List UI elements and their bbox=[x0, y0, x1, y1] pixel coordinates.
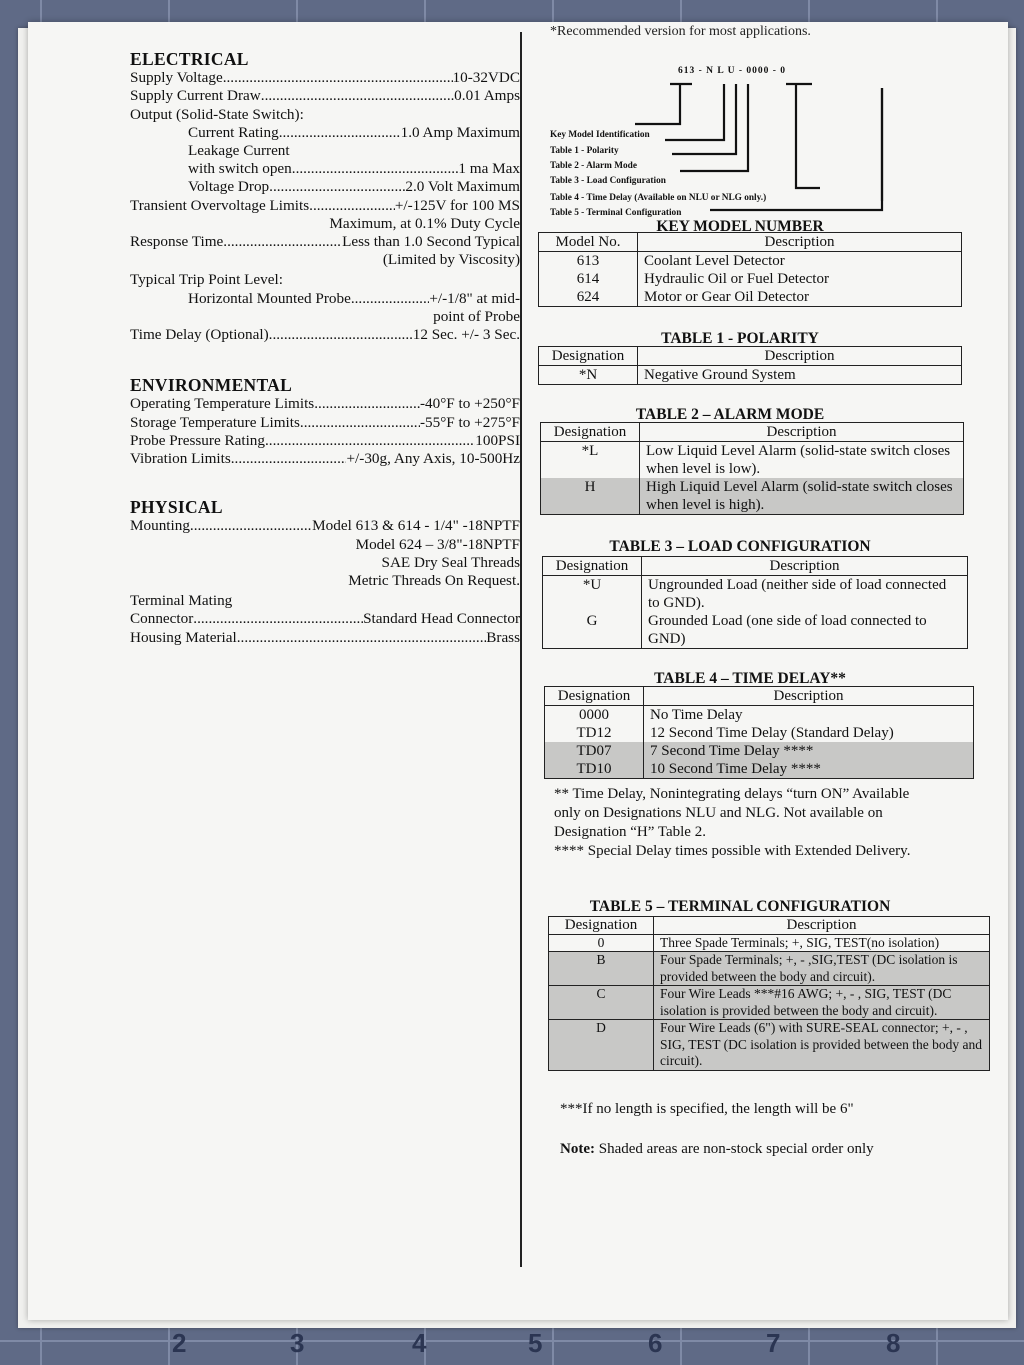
spec-row: Mounting ..... Model 613 & 614 - 1/4" -18NPTF bbox=[130, 517, 520, 535]
diagram-label: Table 2 - Alarm Mode bbox=[550, 161, 637, 171]
table-row: 613 Coolant Level Detector bbox=[539, 252, 962, 271]
table5-title: TABLE 5 – TERMINAL CONFIGURATION bbox=[589, 898, 891, 915]
left-column bbox=[130, 50, 520, 647]
spec-text: SAE Dry Seal Threads bbox=[381, 553, 520, 571]
alarm-mode-table: Designation Description *L Low Liquid Level Alarm (solid-state switch closes when level is low). H High Liquid Level Alarm (solid-state switch closes when level is high). bbox=[540, 422, 964, 515]
time-delay-table: Designation Description 0000 No Time Delay TD12 12 Second Time Delay (Standard Delay) TD07 7 Second Time Delay **** TD10 10 Second Time Delay **** bbox=[544, 686, 974, 779]
environmental-heading: ENVIRONMENTAL bbox=[130, 375, 293, 396]
spec-text: point of Probe bbox=[433, 307, 520, 325]
spec-row: Voltage Drop ..... 2.0 Volt Maximum bbox=[130, 178, 520, 196]
table-row: 614 Hydraulic Oil or Fuel Detector bbox=[539, 270, 962, 288]
table-row: TD10 10 Second Time Delay **** bbox=[545, 760, 974, 779]
length-footnote: ***If no length is specified, the length will be 6" bbox=[560, 1101, 854, 1117]
spec-text: Model 624 – 3/8"-18NPTF bbox=[355, 535, 520, 553]
column-divider bbox=[520, 32, 522, 1267]
spec-sheet bbox=[28, 22, 1008, 1320]
model-code: 613 - N L U - 0000 - 0 bbox=[678, 66, 787, 76]
polarity-table: Designation Description *N Negative Ground System bbox=[538, 346, 962, 385]
mat-number: 7 bbox=[766, 1328, 781, 1358]
table-row: *U Ungrounded Load (neither side of load connected to GND). bbox=[543, 576, 968, 613]
table-row: 0000 No Time Delay bbox=[545, 706, 974, 725]
load-configuration-table: Designation Description *U Ungrounded Load (neither side of load connected to GND). G Grounded Load (one side of load connected to GND) bbox=[542, 556, 968, 649]
spec-text: Maximum, at 0.1% Duty Cycle bbox=[329, 214, 520, 232]
spec-row: Vibration Limits ..... +/-30g, Any Axis, 10-500Hz bbox=[130, 450, 520, 468]
table-row: B Four Spade Terminals; +, - ,SIG,TEST (DC isolation is provided between the body and circuit). bbox=[549, 952, 990, 986]
mat-number: 8 bbox=[886, 1328, 901, 1358]
terminal-configuration-table: Designation Description 0 Three Spade Terminals; +, SIG, TEST(no isolation) B Four Spade Terminals; +, - ,SIG,TEST (DC isolation is provided between the body and circuit). C Four Wire Leads ***#16 AWG; +, - , SIG, TEST (DC isolation is provided between the body and circuit). D Four Wire Leads (6") with SURE-SEAL connector; +, - , SIG, TEST (DC isolation is provided between the body and circuit). bbox=[548, 916, 990, 1071]
diagram-label: Table 3 - Load Configuration bbox=[550, 176, 666, 186]
table4-title: TABLE 4 – TIME DELAY** bbox=[654, 670, 846, 687]
table-row: TD07 7 Second Time Delay **** bbox=[545, 742, 974, 760]
mat-number: 2 bbox=[172, 1328, 187, 1358]
diagram-label: Key Model Identification bbox=[550, 130, 650, 140]
spec-text: Output (Solid-State Switch): bbox=[130, 105, 304, 123]
spec-row: Housing Material ..... Brass bbox=[130, 629, 520, 647]
table-row: *N Negative Ground System bbox=[539, 366, 962, 385]
spec-row: with switch open ..... 1 ma Max bbox=[130, 160, 520, 178]
table-row: *L Low Liquid Level Alarm (solid-state switch closes when level is low). bbox=[541, 442, 964, 479]
spec-row: Connector ..... Standard Head Connector bbox=[130, 610, 520, 628]
spec-row: Current Rating ..... 1.0 Amp Maximum bbox=[130, 124, 520, 142]
spec-row: Response Time ..... Less than 1.0 Second Typical bbox=[130, 233, 520, 251]
mat-number: 6 bbox=[648, 1328, 663, 1358]
shaded-areas-note: Note: Shaded areas are non-stock special order only bbox=[560, 1141, 874, 1157]
table2-title: TABLE 2 – ALARM MODE bbox=[635, 406, 825, 423]
spec-row: Storage Temperature Limits ..... -55°F to +275°F bbox=[130, 414, 520, 432]
table-row: C Four Wire Leads ***#16 AWG; +, - , SIG, TEST (DC isolation is provided between the body and circuit). bbox=[549, 986, 990, 1020]
table-row: H High Liquid Level Alarm (solid-state switch closes when level is high). bbox=[541, 478, 964, 515]
recommended-note: *Recommended version for most applications. bbox=[550, 24, 811, 39]
table-row: G Grounded Load (one side of load connected to GND) bbox=[543, 612, 968, 649]
table-row: 624 Motor or Gear Oil Detector bbox=[539, 288, 962, 307]
mat-number: 5 bbox=[528, 1328, 543, 1358]
mat-number: 4 bbox=[412, 1328, 427, 1358]
diagram-label: Table 4 - Time Delay (Available on NLU or NLG only.) bbox=[550, 193, 767, 203]
key-model-table: Model No. Description 613 Coolant Level Detector 614 Hydraulic Oil or Fuel Detector 624 Motor or Gear Oil Detector bbox=[538, 232, 962, 307]
physical-heading: PHYSICAL bbox=[130, 497, 223, 518]
spec-row: Supply Voltage ..... 10-32VDC bbox=[130, 69, 520, 87]
table-row: D Four Wire Leads (6") with SURE-SEAL connector; +, - , SIG, TEST (DC isolation is provided between the body and circuit). bbox=[549, 1020, 990, 1071]
spec-text: Typical Trip Point Level: bbox=[130, 271, 283, 289]
key-model-title: KEY MODEL NUMBER bbox=[656, 218, 824, 235]
diagram-label: Table 5 - Terminal Configuration bbox=[550, 208, 682, 218]
spec-text: Terminal Mating bbox=[130, 592, 233, 610]
spec-text: Leakage Current bbox=[188, 142, 290, 160]
diagram-label: Table 1 - Polarity bbox=[550, 146, 619, 156]
table1-title: TABLE 1 - POLARITY bbox=[661, 330, 819, 347]
spec-text: (Limited by Viscosity) bbox=[382, 251, 520, 269]
mat-number: 3 bbox=[290, 1328, 305, 1358]
spec-row: Transient Overvoltage Limits ..... +/-125V for 100 MS bbox=[130, 197, 520, 215]
spec-row: Time Delay (Optional) ..... 12 Sec. +/- 3 Sec. bbox=[130, 326, 520, 344]
spec-row: Operating Temperature Limits ..... -40°F to +250°F bbox=[130, 395, 520, 413]
table3-title: TABLE 3 – LOAD CONFIGURATION bbox=[609, 538, 871, 555]
spec-row: Horizontal Mounted Probe ..... +/-1/8" at mid- bbox=[130, 290, 520, 308]
table-row: TD12 12 Second Time Delay (Standard Delay) bbox=[545, 724, 974, 742]
special-delay-note: **** Special Delay times possible with Extended Delivery. bbox=[554, 843, 911, 859]
table-row: 0 Three Spade Terminals; +, SIG, TEST(no isolation) bbox=[549, 934, 990, 952]
spec-text: Metric Threads On Request. bbox=[348, 572, 520, 590]
time-delay-note: ** Time Delay, Nonintegrating delays “turn ON” Available only on Designations NLU and NLG. Not available on Designation “H” Table 2. bbox=[554, 786, 910, 840]
electrical-heading: ELECTRICAL bbox=[130, 49, 249, 69]
spec-row: Supply Current Draw ..... 0.01 Amps bbox=[130, 87, 520, 105]
spec-row: Probe Pressure Rating ..... 100PSI bbox=[130, 432, 520, 450]
